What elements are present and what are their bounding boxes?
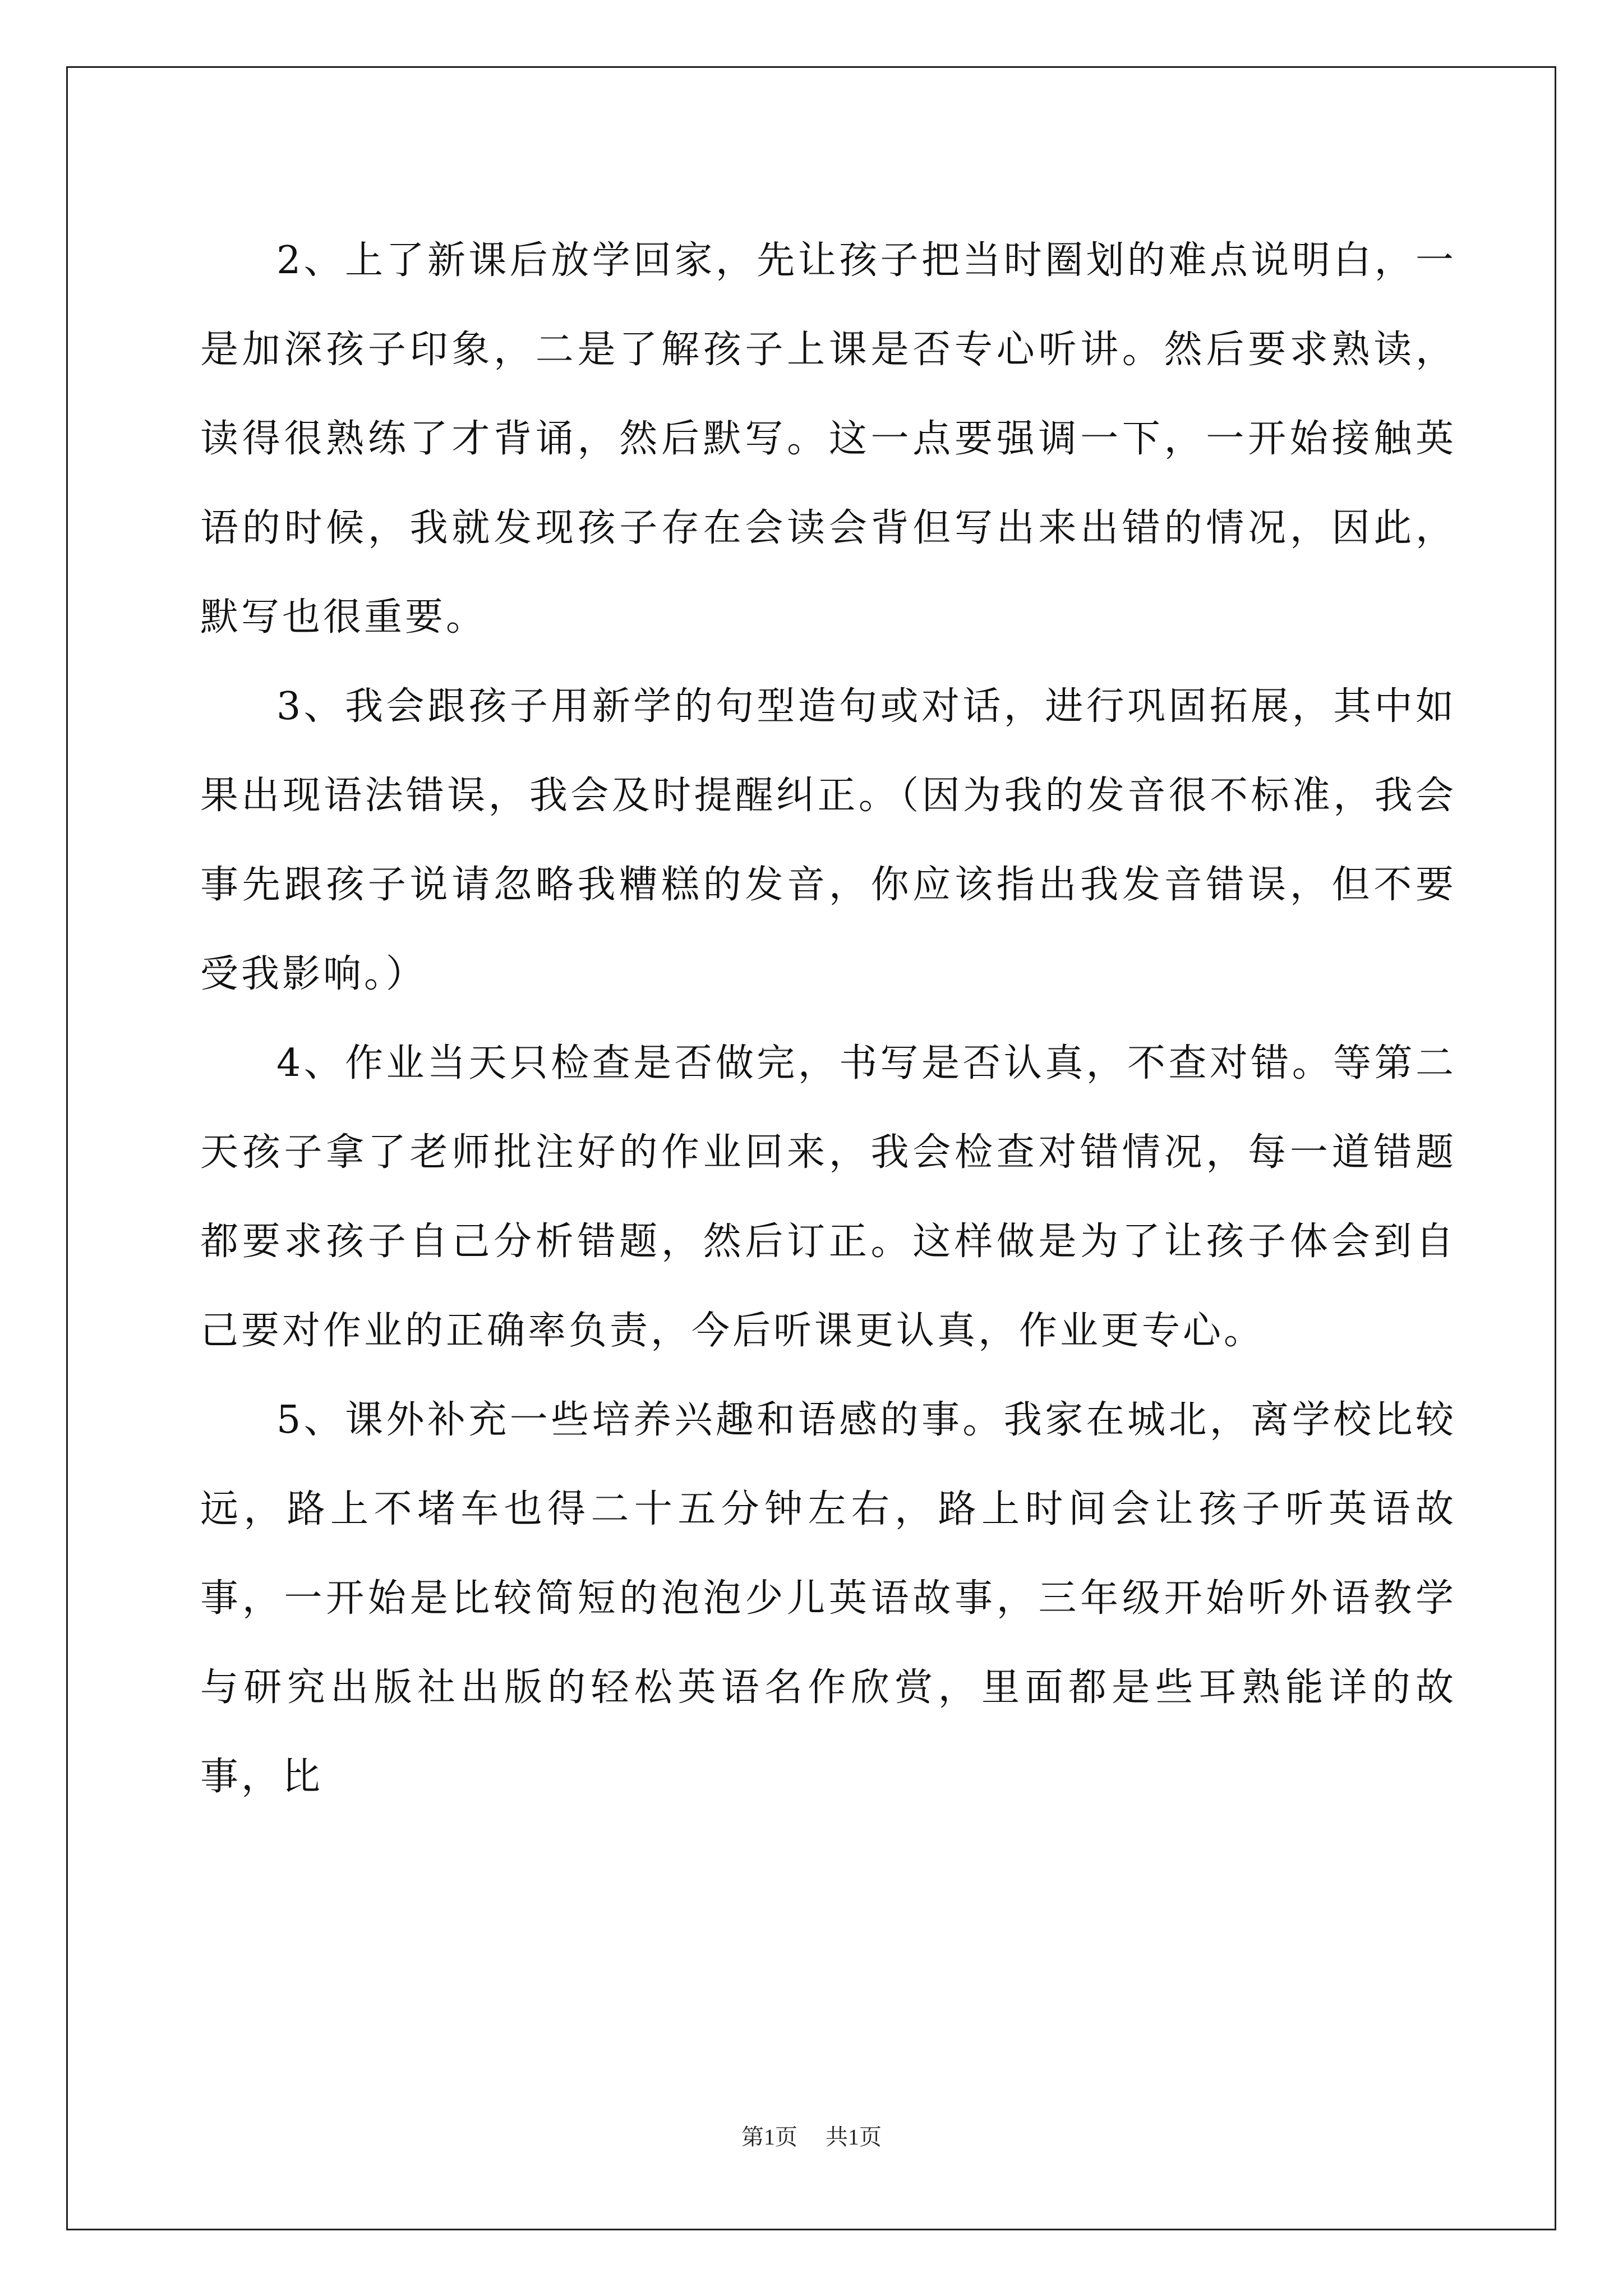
page-number: 第1页 — [741, 2124, 797, 2150]
document-body — [200, 216, 1456, 1821]
paragraph: 3、我会跟孩子用新学的句型造句或对话，进行巩固拓展，其中如果出现语法错误，我会及时提醒纠正。（因为我的发音很不标准，我会事先跟孩子说请忽略我糟糕的发音，你应该指出我发音错误，但不要受我影响。） — [200, 684, 1456, 996]
paragraph: 4、作业当天只检查是否做完，书写是否认真，不查对错。等第二天孩子拿了老师批注好的作业回来，我会检查对错情况，每一道错题都要求孩子自己分析错题，然后订正。这样做是为了让孩子体会到自己要对作业的正确率负责，今后听课更认真，作业更专心。 — [200, 1041, 1456, 1353]
total-pages: 共1页 — [826, 2124, 882, 2150]
paragraph: 2、上了新课后放学回家，先让孩子把当时圈划的难点说明白，一是加深孩子印象，二是了解孩子上课是否专心听讲。然后要求熟读，读得很熟练了才背诵，然后默写。这一点要强调一下，一开始接触英语的时候，我就发现孩子存在会读会背但写出来出错的情况，因此，默写也很重要。 — [200, 238, 1456, 639]
paragraph: 5、课外补充一些培养兴趣和语感的事。我家在城北，离学校比较远，路上不堵车也得二十五分钟左右，路上时间会让孩子听英语故事，一开始是比较简短的泡泡少儿英语故事，三年级开始听外语教学与研究出版社出版的轻松英语名作欣赏，里面都是些耳熟能详的故事，比 — [200, 1398, 1456, 1799]
page-footer — [0, 2119, 1623, 2151]
